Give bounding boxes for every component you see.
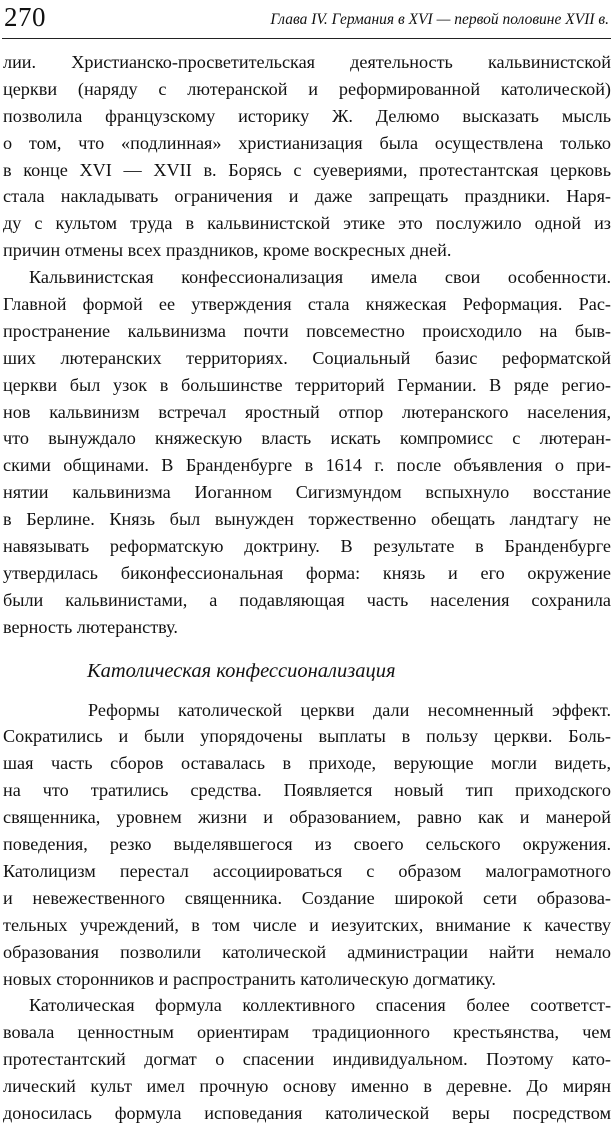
text-line: скими общинами. В Бранденбурге в 1614 г. после объявления о при- [3,455,611,476]
paragraph [3,992,611,1126]
text-line: поведения, резко выделявшегося из своего сельского окружения. [3,834,611,855]
text-line: на что тратились средства. Появляется новый тип приходского [3,780,611,801]
text-line: церкви (наряду с лютеранской и реформированной католической) [3,78,611,99]
text-line: навязывать реформатскую доктрину. В результате в Бранденбурге [3,536,611,557]
text-line: позволила французскому историку Ж. Делюмо высказать мысль [3,105,611,126]
text-line: стала накладывать ограничения и даже запрещать праздники. Наря- [3,186,611,207]
text-line: Сократились и были упорядочены выплаты в пользу церкви. Боль- [3,726,611,747]
text-line: священника, уровнем жизни и образованием, равно как и манерой [3,807,611,828]
paragraph [3,264,611,640]
paragraph [3,49,611,264]
text-line: в конце XVI — XVII в. Борясь с суевериями, протестантская церковь [3,159,611,180]
text-line: вовала ценностным ориентирам традиционного крестьянства, чем [3,1022,611,1043]
text-line: о том, что «подлинная» христианизация была осуществлена только [3,132,611,153]
text-line: Реформы католической церкви дали несомненный эффект. [88,699,611,720]
text-line: лии. Христианско-просветительская деятельность кальвинистской [3,52,611,72]
text-line: ших лютеранских территориях. Социальный базис реформатской [3,347,611,368]
text-line: лический культ имел прочную основу именно в деревне. До мирян [3,1076,611,1097]
text-line: верность лютеранству. [3,616,178,637]
text-line: Главной формой ее утверждения стала княжеская Реформация. Рас- [3,294,611,315]
running-header [2,0,611,39]
text-line: что вынуждало княжескую власть искать компромисс с лютеран- [3,428,611,449]
body-text [3,49,611,1127]
running-title: Глава IV. Германия в XVI — первой половине XVII в. [270,11,609,28]
text-line: нов кальвинизм встречал яростный отпор лютеранского населения, [3,401,611,422]
text-line: образования позволили католической администрации найти немало [3,941,611,962]
text-line: утвердилась биконфессиональная форма: князь и его окружение [3,562,611,583]
text-line: пространение кальвинизма почти повсеместно происходило на быв- [3,320,611,341]
text-line: причин отмены всех праздников, кроме воскресных дней. [3,240,452,261]
text-line: Кальвинистская конфессионализация имела свои особенности. [29,267,611,288]
text-line: доносилась формула исповедания католической веры посредством [3,1102,611,1123]
text-line: шая часть сборов оставалась в приходе, верующие могли видеть, [3,753,611,774]
text-line: нятии кальвинизма Иоганном Сигизмундом вспыхнуло восстание [3,482,611,503]
text-line: тельных учреждений, в том числе и иезуитских, внимание к качеству [3,914,611,935]
text-line: и невежественного священника. Создание широкой сети образова- [3,887,611,908]
text-line: были кальвинистами, а подавляющая часть населения сохранила [3,589,611,610]
text-line: Католицизм перестал ассоциироваться с образом малограмотного [3,860,611,881]
paragraph [3,697,611,993]
text-line: ду с культом труда в кальвинистской этике это послужило одной из [3,213,611,234]
text-line: церкви был узок в большинстве территорий Германии. В ряде регио- [3,374,611,395]
text-line: Католическая формула коллективного спасения более соответст- [29,995,611,1016]
text-line: в Берлине. Князь был вынужден торжественно обещать ландтагу не [3,509,611,530]
text-line: новых сторонников и распространить католическую догматику. [3,968,496,989]
section-heading: Католическая конфессионализация [87,659,396,682]
page-number: 270 [4,2,46,32]
text-line: протестантский догмат о спасении индивидуальном. Поэтому като- [3,1049,611,1070]
